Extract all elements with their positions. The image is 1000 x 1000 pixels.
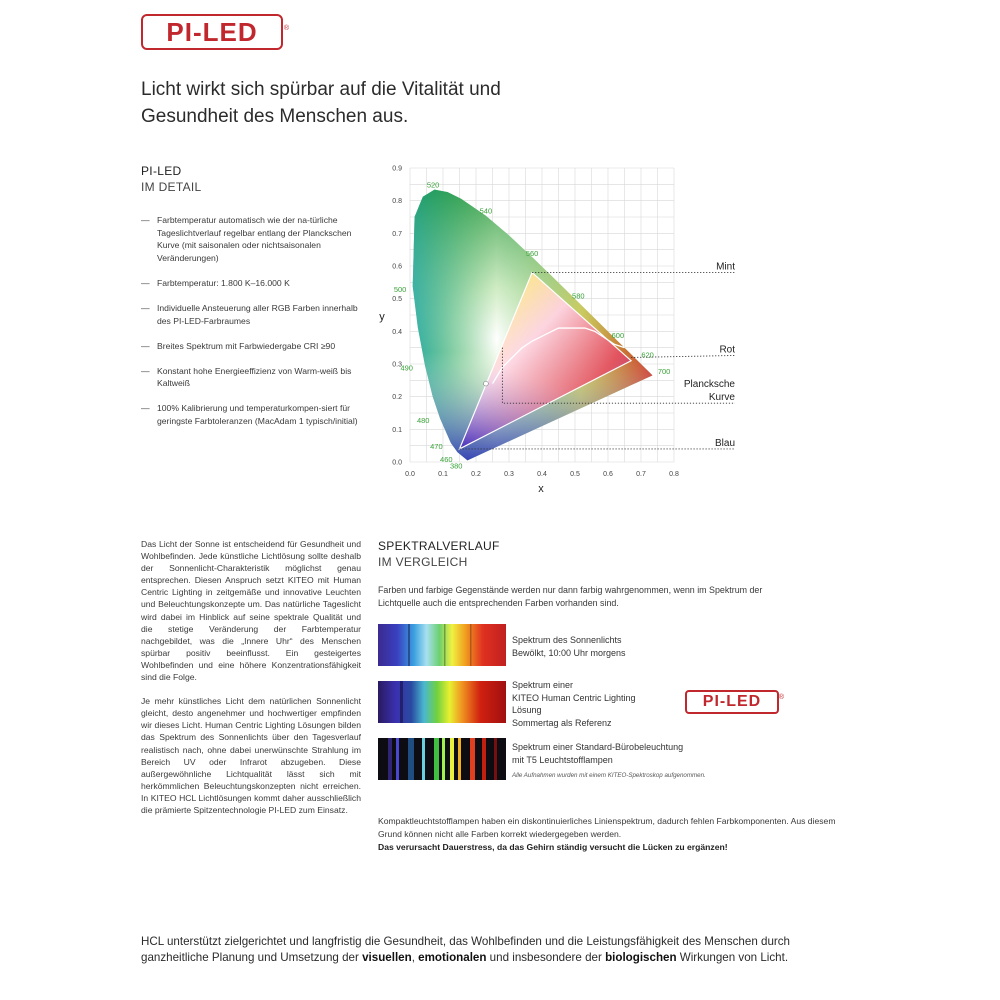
x-tick-label: 0.8: [669, 471, 679, 478]
spektral-intro: Farben und farbige Gegenstände werden nur dann farbig wahrgenommen, wenn im Spektrum der Lichtquelle auch die entsprechenden Farben vorhanden sind.: [378, 585, 763, 608]
headline: [141, 76, 661, 130]
pi-led-logo: [141, 14, 290, 50]
detail-title-line-1: PI-LED: [141, 164, 182, 178]
headline-line-2: Gesundheit des Menschen aus.: [141, 106, 409, 127]
wavelength-label: 480: [416, 415, 430, 425]
fluorescent-spectrum-image: [378, 738, 506, 780]
wavelength-label: 580: [572, 291, 585, 301]
pi-led-logo-small: [685, 690, 785, 714]
spectrum-2-label: [512, 679, 636, 729]
kompakt-bold-sentence: Das verursacht Dauerstress, da das Gehirn ständig versucht die Lücken zu ergänzen!: [378, 842, 728, 853]
wavelength-label: 620: [641, 350, 654, 360]
bottom-text-mid: und insbesondere der: [486, 951, 606, 964]
spektral-title-line-2: IM VERGLEICH: [378, 555, 468, 569]
wavelength-label: 490: [400, 363, 413, 373]
cie-chromaticity-chart: [372, 160, 762, 500]
body-paragraph-1: Das Licht der Sonne ist entscheidend für Gesundheit und Wohlbefinden. Jede künstliche Lichtlösung sollte deshalb der Sonnenlicht-Charakteristik möglichst genau entsprechen. Diesen Anspruch setzt KITEO mit Human Centric Lighting in zeitgemäße und innovative Leuchten und Beleuchtungskonzepte um. Das natürliche Tageslicht wird dabei im Hinblick auf seine spektrale Qualität und die stetige Veränderung der Farbtemperatur nachgebildet, was die „Innere Uhr“ des Menschen spürbar positiv beeinflusst. Ein gesteigertes Wohlbefinden und eine höhere Konzentrationsfähigkeit sind die Folge.: [141, 539, 361, 683]
logo-small-registered-mark: ®: [778, 694, 785, 701]
spektral-section-title: [378, 538, 500, 570]
logo-small-text: PI-LED: [702, 693, 762, 710]
y-tick-label: 0.0: [392, 459, 402, 467]
detail-title-line-2: IM DETAIL: [141, 180, 202, 194]
y-tick-label: 0.1: [392, 426, 402, 434]
feature-item: — Konstant hohe Energieeffizienz von Warm-weiß bis Kaltweiß: [141, 365, 366, 390]
feature-item: — Breites Spektrum mit Farbwiedergabe CRI ≥90: [141, 340, 366, 353]
headline-line-1: Licht wirkt sich spürbar auf die Vitalität und: [141, 79, 501, 100]
spectrum-2-line-1: Spektrum einer: [512, 680, 574, 690]
spectrum-3-line-2: mit T5 Leuchtstofflampen: [512, 754, 613, 765]
bottom-bold-visuellen: visuellen: [362, 951, 412, 964]
x-axis-label: x: [538, 483, 544, 495]
x-tick-label: 0.2: [471, 471, 481, 478]
feature-list: [141, 214, 366, 440]
y-tick-label: 0.6: [392, 263, 402, 271]
sunlight-spectrum-image: [378, 624, 506, 666]
kiteo-hcl-spectrum-image: [378, 681, 506, 723]
spectrum-2-line-3: Lösung: [512, 705, 542, 716]
x-tick-label: 0.6: [603, 471, 613, 478]
feature-item: — Farbtemperatur automatisch wie der na-türliche Tageslichtverlauf regelbar entlang der Planckschen Kurve (mit saisonalen oder nichtsaisonalen Veränderungen): [141, 214, 366, 264]
x-tick-label: 0.7: [636, 471, 646, 478]
spectrum-2-line-2: KITEO Human Centric Lighting: [512, 692, 636, 703]
y-axis-label: y: [379, 311, 385, 323]
y-tick-label: 0.7: [392, 230, 402, 238]
bottom-statement: [141, 934, 851, 966]
y-tick-label: 0.5: [392, 296, 402, 304]
wavelength-label: 560: [525, 249, 539, 259]
spectrum-3-line-1: Spektrum einer Standard-Bürobeleuchtung: [512, 742, 684, 752]
y-tick-label: 0.8: [392, 198, 402, 206]
rot-label: Rot: [719, 344, 735, 356]
x-tick-label: 0.5: [570, 471, 580, 478]
wavelength-label: 700: [657, 366, 671, 376]
bottom-bold-biologischen: biologischen: [605, 951, 677, 964]
mint-label: Mint: [716, 261, 735, 273]
y-tick-label: 0.9: [392, 165, 402, 173]
feature-item: — Farbtemperatur: 1.800 K–16.000 K: [141, 277, 366, 290]
wavelength-label: 470: [430, 441, 443, 451]
wavelength-label: 380: [449, 461, 463, 471]
x-tick-label: 0.3: [504, 471, 514, 478]
bottom-text-pre: HCL unterstützt zielgerichtet und langfristig die Gesundheit, das Wohlbefinden und die Leistungsfähigkeit des Menschen durch ganzheitliche Planung und Umsetzung der: [141, 935, 791, 964]
y-tick-label: 0.2: [392, 394, 402, 402]
wavelength-label: 500: [393, 285, 407, 295]
spectrum-3-label: [512, 741, 683, 766]
wavelength-label: 520: [426, 180, 440, 190]
y-tick-label: 0.3: [392, 361, 402, 369]
kompakt-text: [378, 815, 846, 855]
planck-label: Plancksche: [683, 379, 735, 391]
body-paragraph-2: Je mehr künstliches Licht dem natürlichen Sonnenlicht gleicht, desto angenehmer und hochwertiger empfinden wir dieses Licht. Human Centric Lighting Lösungen bilden das Spektrum des Sonnenlichts über den Tagesverlauf realistisch nach, ohne dabei unerwünschte Strahlung im Bereich UV oder Infrarot abzugeben. Diese außergewöhnliche Lichtqualität lässt sich mit herkömmlichen Beleuchtungskonzepten nicht erreichen. In KITEO HCL Lichtlösungen kommt daher ausschließlich die prämierte Spitzentechnologie PI-LED zum Einsatz.: [141, 696, 361, 815]
bottom-text-sep: ,: [411, 951, 419, 964]
x-tick-label: 0.1: [438, 471, 448, 478]
logo-registered-mark: ®: [283, 25, 290, 32]
bottom-bold-emotionalen: emotionalen: [418, 951, 487, 964]
wavelength-label: 460: [440, 455, 453, 464]
bottom-text-post: Wirkungen von Licht.: [676, 951, 789, 964]
spectrum-1-line-2: Bewölkt, 10:00 Uhr morgens: [512, 647, 626, 658]
reference-point: [484, 381, 489, 386]
spectrum-1-line-1: Spektrum des Sonnenlichts: [512, 635, 622, 645]
feature-item: — 100% Kalibrierung und temperaturkompen-siert für geringste Farbtoleranzen (MacAdam 1 typisch/initial): [141, 402, 366, 427]
spektral-title-line-1: SPEKTRALVERLAUF: [378, 539, 500, 553]
y-tick-label: 0.4: [392, 328, 402, 336]
feature-item: — Individuelle Ansteuerung aller RGB Farben innerhalb des PI-LED-Farbraumes: [141, 302, 366, 327]
logo-text: PI-LED: [166, 17, 258, 47]
body-text: [141, 538, 361, 828]
detail-section-title: [141, 163, 202, 195]
wavelength-label: 600: [611, 330, 625, 340]
blau-label: Blau: [714, 437, 735, 449]
kompakt-paragraph: Kompaktleuchtstofflampen haben ein diskontinuierliches Linienspektrum, dadurch fehlen Farbkomponenten. Aus diesem Grund können nicht alle Farben korrekt wiedergegeben werden.: [378, 816, 836, 840]
x-tick-label: 0.0: [405, 471, 415, 478]
spectroscope-note: Alle Aufnahmen wurden mit einem KITEO-Spektroskop aufgenommen.: [512, 772, 706, 779]
planck-label-line-2: Kurve: [708, 392, 735, 404]
spectrum-2-line-4: Sommertag als Referenz: [512, 717, 612, 728]
spectrum-1-label: [512, 634, 626, 659]
x-tick-label: 0.4: [537, 471, 547, 478]
wavelength-label: 540: [479, 206, 493, 216]
